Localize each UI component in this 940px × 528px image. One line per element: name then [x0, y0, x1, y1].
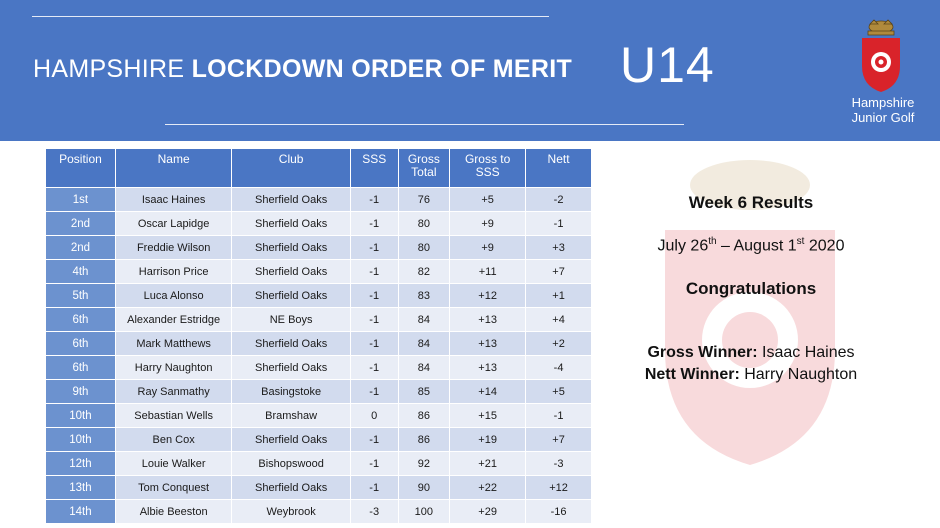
cell-sss: -1 [350, 260, 398, 284]
cell-name: Harrison Price [115, 260, 231, 284]
header-rule-bottom [165, 124, 684, 125]
col-header-position: Position [46, 149, 116, 188]
cell-nett: -4 [526, 356, 592, 380]
cell-name: Sebastian Wells [115, 404, 231, 428]
header-rule-top [32, 16, 549, 17]
col-header-gross-total: Gross Total [398, 149, 450, 188]
date-range [610, 236, 892, 255]
page-title [33, 55, 572, 84]
nett-winner-name: Harry Naughton [739, 366, 858, 383]
date-start: July 26 [657, 237, 709, 255]
cell-gross-total: 90 [398, 476, 450, 500]
cell-sss: -1 [350, 212, 398, 236]
title-plain: HAMPSHIRE [33, 55, 192, 83]
cell-club: Weybrook [232, 500, 351, 524]
org-line-1: Hampshire [851, 95, 915, 110]
cell-club: Sherfield Oaks [232, 236, 351, 260]
cell-position: 2nd [46, 212, 116, 236]
cell-sss: -1 [350, 284, 398, 308]
congratulations-heading: Congratulations [685, 279, 817, 298]
cell-sss: -1 [350, 356, 398, 380]
table-row [46, 236, 592, 260]
table-row [46, 356, 592, 380]
age-category: U14 [620, 37, 715, 93]
cell-club: Sherfield Oaks [232, 356, 351, 380]
date-start-suffix: th [708, 236, 717, 247]
cell-nett: -2 [526, 188, 592, 212]
cell-nett: +4 [526, 308, 592, 332]
cell-position: 9th [46, 380, 116, 404]
org-line-2: Junior Golf [851, 110, 915, 125]
cell-gross-total: 92 [398, 452, 450, 476]
cell-club: Bramshaw [232, 404, 351, 428]
col-header-gross-to-sss: Gross to SSS [450, 149, 526, 188]
cell-position: 4th [46, 260, 116, 284]
cell-nett: +2 [526, 332, 592, 356]
cell-gross-to-sss: +13 [450, 356, 526, 380]
cell-gross-to-sss: +12 [450, 284, 526, 308]
date-separator: – August 1 [716, 237, 797, 255]
cell-gross-total: 82 [398, 260, 450, 284]
cell-nett: +1 [526, 284, 592, 308]
table-row [46, 476, 592, 500]
cell-gross-to-sss: +21 [450, 452, 526, 476]
cell-gross-to-sss: +9 [450, 212, 526, 236]
results-table [45, 148, 592, 524]
table-row [46, 500, 592, 524]
table-row [46, 404, 592, 428]
cell-sss: -1 [350, 188, 398, 212]
cell-gross-total: 86 [398, 404, 450, 428]
date-end-suffix: st [796, 236, 805, 247]
table-row [46, 332, 592, 356]
table-row [46, 260, 592, 284]
cell-sss: 0 [350, 404, 398, 428]
cell-club: Sherfield Oaks [232, 260, 351, 284]
cell-name: Freddie Wilson [115, 236, 231, 260]
cell-position: 5th [46, 284, 116, 308]
cell-club: Sherfield Oaks [232, 476, 351, 500]
cell-name: Mark Matthews [115, 332, 231, 356]
cell-gross-total: 85 [398, 380, 450, 404]
cell-nett: -1 [526, 212, 592, 236]
col-header-name: Name [115, 149, 231, 188]
cell-gross-total: 80 [398, 236, 450, 260]
gross-winner [610, 344, 892, 362]
cell-club: Sherfield Oaks [232, 212, 351, 236]
table-row [46, 452, 592, 476]
cell-position: 2nd [46, 236, 116, 260]
cell-club: NE Boys [232, 308, 351, 332]
cell-nett: -1 [526, 404, 592, 428]
title-bold: LOCKDOWN ORDER OF MERIT [191, 55, 573, 83]
cell-club: Sherfield Oaks [232, 284, 351, 308]
col-header-nett: Nett [526, 149, 592, 188]
cell-nett: +7 [526, 260, 592, 284]
cell-club: Sherfield Oaks [232, 332, 351, 356]
table-row [46, 284, 592, 308]
cell-position: 6th [46, 308, 116, 332]
cell-gross-total: 83 [398, 284, 450, 308]
hampshire-crest-icon [856, 16, 906, 94]
gross-winner-name: Isaac Haines [757, 344, 855, 361]
cell-nett: +3 [526, 236, 592, 260]
cell-position: 13th [46, 476, 116, 500]
nett-winner [610, 366, 892, 384]
cell-club: Sherfield Oaks [232, 188, 351, 212]
cell-name: Luca Alonso [115, 284, 231, 308]
cell-position: 6th [46, 332, 116, 356]
cell-gross-to-sss: +15 [450, 404, 526, 428]
week-heading: Week 6 Results [688, 193, 814, 212]
cell-name: Louie Walker [115, 452, 231, 476]
cell-position: 1st [46, 188, 116, 212]
cell-position: 10th [46, 404, 116, 428]
cell-nett: -3 [526, 452, 592, 476]
cell-name: Harry Naughton [115, 356, 231, 380]
cell-position: 10th [46, 428, 116, 452]
cell-sss: -1 [350, 476, 398, 500]
cell-gross-to-sss: +13 [450, 332, 526, 356]
table-row [46, 428, 592, 452]
header-banner [0, 0, 940, 141]
cell-gross-to-sss: +29 [450, 500, 526, 524]
cell-name: Oscar Lapidge [115, 212, 231, 236]
cell-gross-total: 80 [398, 212, 450, 236]
cell-gross-to-sss: +19 [450, 428, 526, 452]
gross-winner-label: Gross Winner: [647, 344, 758, 361]
cell-name: Ray Sanmathy [115, 380, 231, 404]
cell-sss: -1 [350, 428, 398, 452]
cell-nett: +5 [526, 380, 592, 404]
cell-sss: -3 [350, 500, 398, 524]
cell-gross-to-sss: +14 [450, 380, 526, 404]
nett-winner-label: Nett Winner: [644, 366, 740, 383]
cell-gross-to-sss: +22 [450, 476, 526, 500]
cell-position: 12th [46, 452, 116, 476]
cell-sss: -1 [350, 332, 398, 356]
cell-sss: -1 [350, 236, 398, 260]
cell-gross-to-sss: +5 [450, 188, 526, 212]
cell-gross-total: 100 [398, 500, 450, 524]
cell-name: Alexander Estridge [115, 308, 231, 332]
cell-nett: +12 [526, 476, 592, 500]
cell-gross-to-sss: +13 [450, 308, 526, 332]
cell-gross-total: 84 [398, 356, 450, 380]
cell-gross-total: 84 [398, 308, 450, 332]
cell-sss: -1 [350, 380, 398, 404]
cell-position: 6th [46, 356, 116, 380]
table-row [46, 212, 592, 236]
table-row [46, 188, 592, 212]
cell-sss: -1 [350, 452, 398, 476]
cell-sss: -1 [350, 308, 398, 332]
cell-gross-total: 76 [398, 188, 450, 212]
cell-club: Basingstoke [232, 380, 351, 404]
table-row [46, 380, 592, 404]
cell-club: Bishopswood [232, 452, 351, 476]
table-header-row [46, 149, 592, 188]
cell-position: 14th [46, 500, 116, 524]
org-name [828, 95, 938, 125]
col-header-sss: SSS [350, 149, 398, 188]
cell-club: Sherfield Oaks [232, 428, 351, 452]
cell-gross-to-sss: +9 [450, 236, 526, 260]
table-row [46, 308, 592, 332]
cell-nett: +7 [526, 428, 592, 452]
cell-gross-total: 84 [398, 332, 450, 356]
cell-gross-total: 86 [398, 428, 450, 452]
cell-gross-to-sss: +11 [450, 260, 526, 284]
col-header-club: Club [232, 149, 351, 188]
cell-name: Albie Beeston [115, 500, 231, 524]
cell-name: Isaac Haines [115, 188, 231, 212]
cell-name: Ben Cox [115, 428, 231, 452]
date-year: 2020 [804, 237, 845, 255]
cell-name: Tom Conquest [115, 476, 231, 500]
cell-nett: -16 [526, 500, 592, 524]
